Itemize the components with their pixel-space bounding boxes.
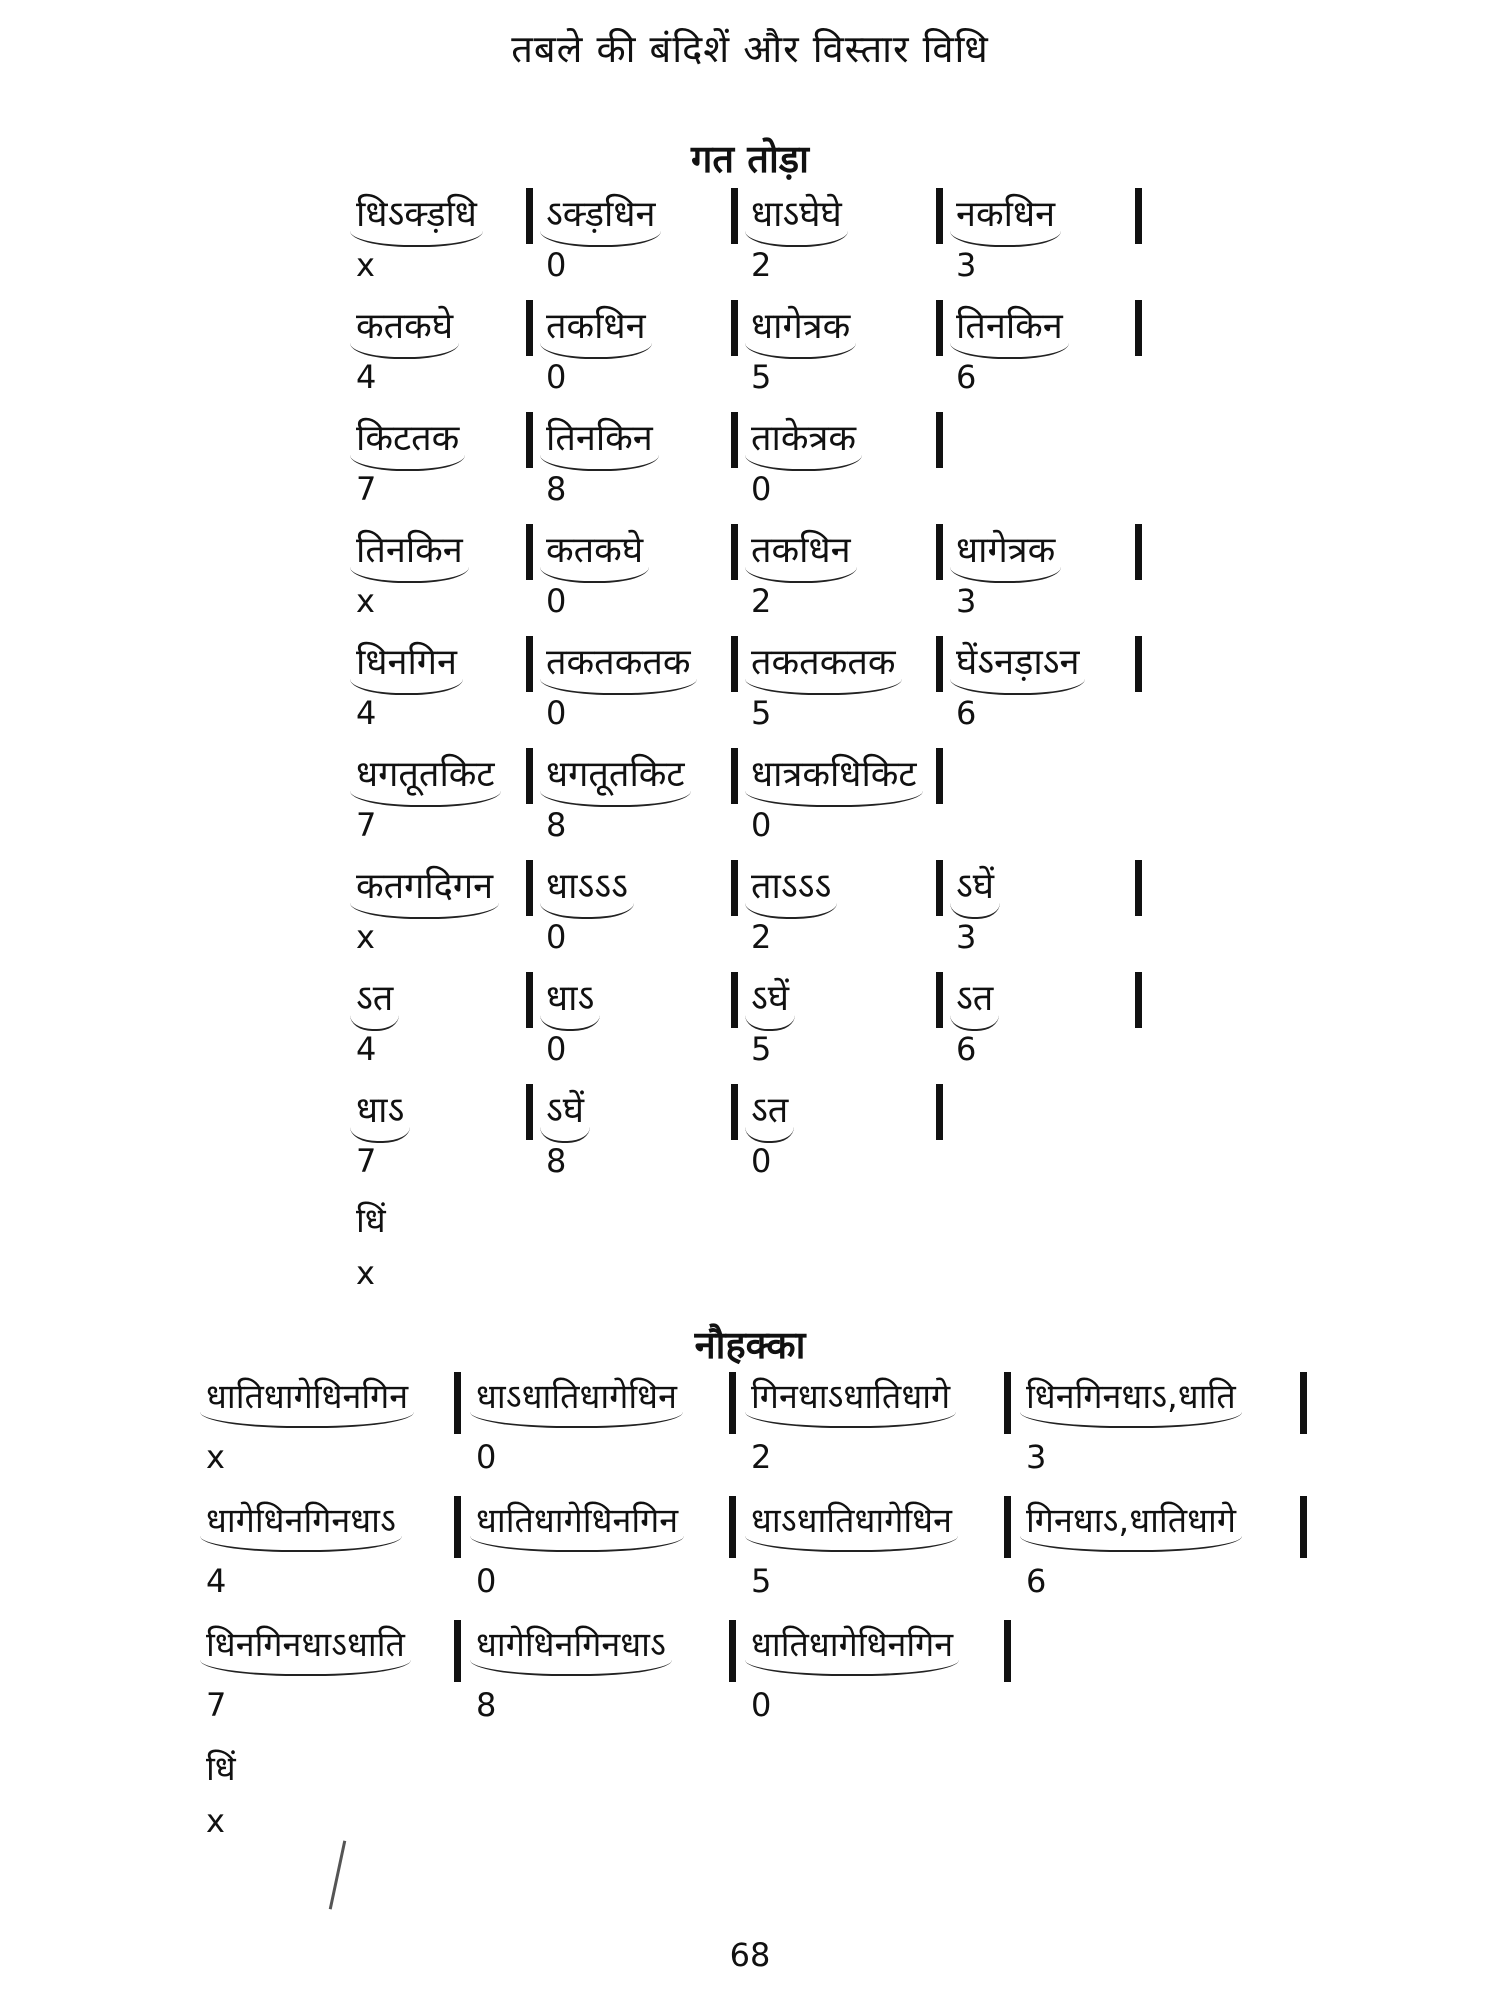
taal-marker: 3	[1026, 1438, 1047, 1476]
taal-marker: 0	[546, 918, 567, 956]
taal-marker: x	[356, 918, 375, 956]
taal-marker: 0	[751, 470, 772, 508]
vibhag-divider	[1135, 636, 1142, 692]
vibhag-divider	[731, 300, 738, 356]
taal-marker: 8	[546, 470, 567, 508]
bol-group: धातिधागेधिनगिन	[745, 1620, 959, 1676]
bol-group: ऽक्ड़धिन	[540, 188, 661, 247]
bol-group: ताकेत्रक	[745, 412, 862, 471]
bol-group: धागेत्रक	[745, 300, 856, 359]
vibhag-divider	[731, 524, 738, 580]
vibhag-divider	[1004, 1620, 1011, 1682]
bol-group: धागेधिनगिनधाऽ	[470, 1620, 672, 1676]
taal-marker: 6	[956, 694, 977, 732]
taal-marker: 2	[751, 582, 772, 620]
taal-marker: 7	[356, 470, 377, 508]
taal-marker: 5	[751, 694, 772, 732]
vibhag-divider	[1135, 860, 1142, 916]
vibhag-divider	[729, 1620, 736, 1682]
vibhag-divider	[526, 636, 533, 692]
vibhag-divider	[731, 860, 738, 916]
bol-group: धगतूतकिट	[540, 748, 691, 807]
vibhag-divider	[1300, 1372, 1307, 1434]
section-title-nauhakka: नौहक्का	[694, 1323, 806, 1367]
bol-group: कतगदिगन	[350, 860, 499, 919]
vibhag-divider	[526, 860, 533, 916]
vibhag-divider	[936, 636, 943, 692]
vibhag-divider	[526, 524, 533, 580]
bol-group: धिऽक्ड़धि	[350, 188, 483, 247]
vibhag-divider	[454, 1620, 461, 1682]
taal-marker: 7	[206, 1686, 227, 1724]
bol-group: ऽघें	[540, 1084, 590, 1143]
taal-marker: 4	[206, 1562, 227, 1600]
vibhag-divider	[1004, 1496, 1011, 1558]
vibhag-divider	[454, 1372, 461, 1434]
bol-group: धातिधागेधिनगिन	[470, 1496, 684, 1552]
taal-marker: 0	[546, 582, 567, 620]
vibhag-divider	[936, 524, 943, 580]
taal-marker: 4	[356, 358, 377, 396]
bol-group: धातिधागेधिनगिन	[200, 1372, 414, 1428]
taal-marker: 0	[546, 1030, 567, 1068]
taal-marker: 0	[751, 1686, 772, 1724]
vibhag-divider	[936, 748, 943, 804]
bol-group: तिनकिन	[950, 300, 1069, 359]
vibhag-divider	[936, 1084, 943, 1140]
vibhag-divider	[731, 972, 738, 1028]
vibhag-divider	[454, 1496, 461, 1558]
taal-marker: x	[206, 1438, 225, 1476]
bol-group: धाऽऽऽ	[540, 860, 634, 919]
taal-marker: 4	[356, 1030, 377, 1068]
bol-group: कतकघे	[540, 524, 649, 583]
vibhag-divider	[1135, 300, 1142, 356]
final-bol: धिं	[206, 1749, 236, 1789]
taal-marker: 0	[546, 358, 567, 396]
bol-group: तकतकतक	[745, 636, 902, 695]
bol-group: गिनधाऽधातिधागे	[745, 1372, 956, 1428]
taal-marker: 7	[356, 806, 377, 844]
vibhag-divider	[526, 188, 533, 244]
bol-group: ऽत	[350, 972, 399, 1031]
pencil-mark	[329, 1840, 346, 1909]
vibhag-divider	[731, 1084, 738, 1140]
vibhag-divider	[936, 860, 943, 916]
bol-group: धगतूतकिट	[350, 748, 501, 807]
bol-group: ऽत	[950, 972, 999, 1031]
taal-marker: 6	[956, 1030, 977, 1068]
vibhag-divider	[936, 188, 943, 244]
taal-marker: 4	[356, 694, 377, 732]
bol-group: तकधिन	[745, 524, 857, 583]
vibhag-divider	[731, 412, 738, 468]
vibhag-divider	[731, 748, 738, 804]
vibhag-divider	[526, 1084, 533, 1140]
taal-marker: 8	[476, 1686, 497, 1724]
taal-marker: 0	[476, 1438, 497, 1476]
taal-marker: 0	[546, 694, 567, 732]
section-title-gat-toda: गत तोड़ा	[691, 137, 809, 181]
vibhag-divider	[936, 412, 943, 468]
bol-group: धाऽधातिधागेधिन	[745, 1496, 958, 1552]
vibhag-divider	[731, 636, 738, 692]
page-number: 68	[729, 1936, 771, 1974]
taal-marker: 3	[956, 918, 977, 956]
bol-group: किटतक	[350, 412, 465, 471]
bol-group: तिनकिन	[540, 412, 659, 471]
taal-marker: 7	[356, 1142, 377, 1180]
taal-marker: 0	[751, 1142, 772, 1180]
bol-group: तकधिन	[540, 300, 652, 359]
bol-group: तिनकिन	[350, 524, 469, 583]
bol-group: धिनगिनधाऽ,धाति	[1020, 1372, 1242, 1428]
bol-group: धिनगिनधाऽधाति	[200, 1620, 411, 1676]
vibhag-divider	[1135, 972, 1142, 1028]
bol-group: ऽघें	[950, 860, 1000, 919]
taal-marker: 8	[546, 806, 567, 844]
bol-group: नकधिन	[950, 188, 1061, 247]
taal-marker: 2	[751, 246, 772, 284]
taal-marker: 3	[956, 582, 977, 620]
taal-marker: 8	[546, 1142, 567, 1180]
taal-marker: x	[356, 582, 375, 620]
bol-group: धागेत्रक	[950, 524, 1061, 583]
vibhag-divider	[729, 1496, 736, 1558]
vibhag-divider	[1300, 1496, 1307, 1558]
bol-group: कतकघे	[350, 300, 459, 359]
final-bol: धिं	[356, 1201, 386, 1241]
taal-marker: 5	[751, 358, 772, 396]
running-title: तबले की बंदिशें और विस्तार विधि	[511, 27, 989, 71]
vibhag-divider	[936, 300, 943, 356]
bol-group: तकतकतक	[540, 636, 697, 695]
bol-group: ताऽऽऽ	[745, 860, 837, 919]
vibhag-divider	[936, 972, 943, 1028]
taal-marker: 6	[1026, 1562, 1047, 1600]
bol-group: घेंऽनड़ाऽन	[950, 636, 1085, 695]
vibhag-divider	[1135, 188, 1142, 244]
bol-group: ऽघें	[745, 972, 795, 1031]
taal-marker: 2	[751, 918, 772, 956]
taal-marker: 6	[956, 358, 977, 396]
taal-marker: 3	[956, 246, 977, 284]
vibhag-divider	[526, 412, 533, 468]
bol-group: ऽत	[745, 1084, 794, 1143]
vibhag-divider	[526, 748, 533, 804]
taal-marker: 5	[751, 1030, 772, 1068]
taal-marker: 0	[751, 806, 772, 844]
vibhag-divider	[1135, 524, 1142, 580]
taal-marker: 2	[751, 1438, 772, 1476]
bol-group: धाऽधातिधागेधिन	[470, 1372, 683, 1428]
taal-marker: 0	[476, 1562, 497, 1600]
taal-marker: x	[356, 246, 375, 284]
bol-group: धाऽघेघे	[745, 188, 848, 247]
bol-group: धागेधिनगिनधाऽ	[200, 1496, 402, 1552]
bol-group: धाऽ	[350, 1084, 410, 1143]
taal-marker: 0	[546, 246, 567, 284]
taal-marker: 5	[751, 1562, 772, 1600]
vibhag-divider	[526, 972, 533, 1028]
final-marker: x	[206, 1802, 225, 1840]
bol-group: धाऽ	[540, 972, 600, 1031]
vibhag-divider	[1004, 1372, 1011, 1434]
final-marker: x	[356, 1254, 375, 1292]
bol-group: धात्रकधिकिट	[745, 748, 923, 807]
bol-group: धिनगिन	[350, 636, 463, 695]
vibhag-divider	[526, 300, 533, 356]
bol-group: गिनधाऽ,धातिधागे	[1020, 1496, 1242, 1552]
vibhag-divider	[731, 188, 738, 244]
vibhag-divider	[729, 1372, 736, 1434]
